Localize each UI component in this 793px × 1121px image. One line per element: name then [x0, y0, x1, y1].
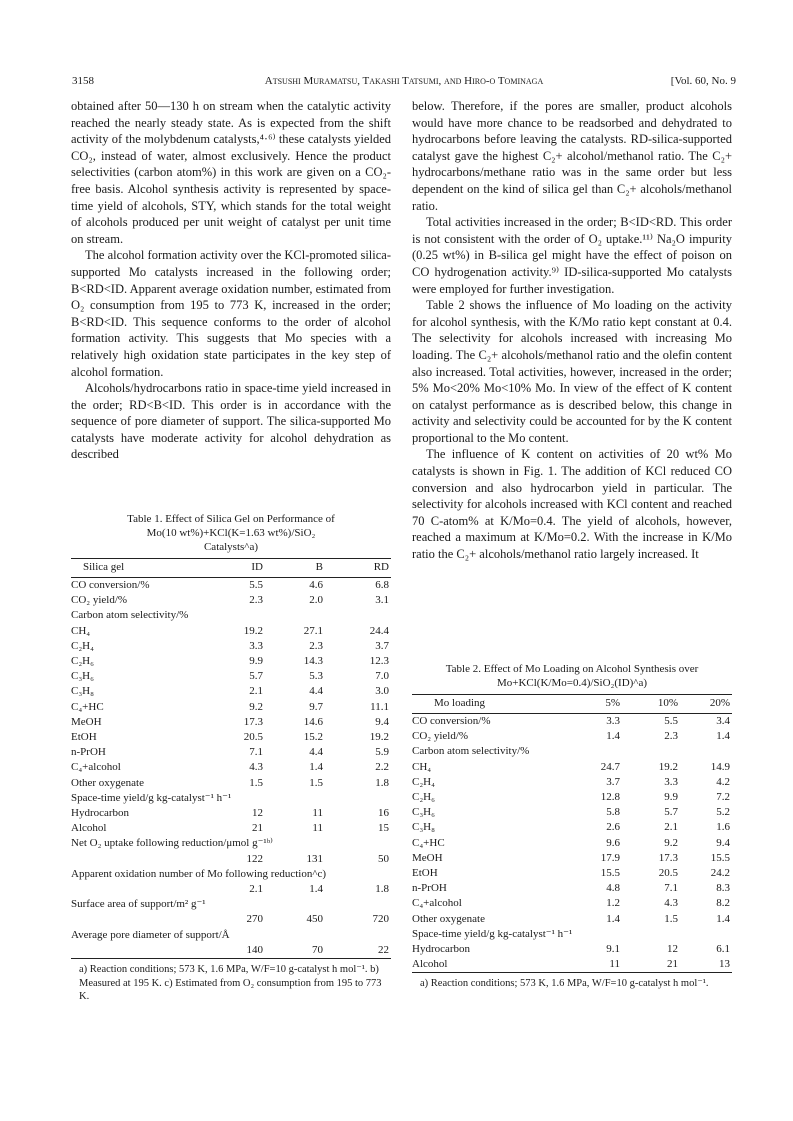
- table-cell: 9.6: [606, 836, 620, 849]
- row-label: C₂H₄: [71, 639, 94, 652]
- row-label: CO conversion/%: [71, 579, 150, 591]
- table-cell: 11: [312, 807, 323, 820]
- table-cell: 450: [306, 913, 323, 926]
- row-label: Alcohol: [71, 822, 107, 835]
- left-column-text: [71, 98, 391, 463]
- caption-line: Catalysts^a): [203, 541, 259, 553]
- table-row: [71, 867, 391, 882]
- table-cell: 9.2: [249, 700, 263, 713]
- table-cell: 1.4: [309, 883, 323, 896]
- row-label: CO₂ yield/%: [412, 730, 469, 743]
- table-cell: 270: [246, 913, 263, 926]
- table-cell: 17.3: [658, 851, 678, 864]
- table-cell: 11.1: [370, 700, 389, 713]
- table-cell: 5.8: [606, 806, 620, 819]
- row-label: [71, 943, 201, 959]
- table-row: [71, 912, 391, 927]
- caption-line: Table 2. Effect of Mo Loading on Alcohol Synthesis over: [445, 663, 699, 675]
- table-cell: 7.1: [249, 746, 263, 759]
- table-cell: 3.3: [606, 715, 620, 727]
- table-cell: 9.9: [664, 791, 678, 804]
- table-row: [412, 881, 732, 896]
- row-label: Hydrocarbon: [71, 807, 130, 820]
- row-label: C₄+HC: [412, 836, 445, 849]
- table-cell: 21: [252, 822, 263, 835]
- table-cell: 20.5: [658, 867, 678, 880]
- table-cell: 4.3: [249, 761, 263, 774]
- table-cell: 1.8: [375, 883, 389, 896]
- row-label: C₃H₆: [71, 670, 94, 683]
- row-label: Average pore diameter of support/Å: [71, 928, 230, 941]
- row-label: EtOH: [412, 867, 438, 880]
- table-cell: 70: [271, 943, 341, 959]
- table-cell: 15.5: [710, 851, 730, 864]
- column-header: Mo loading: [412, 695, 557, 714]
- data-table: [412, 694, 732, 973]
- table-header-row: [71, 559, 391, 578]
- table-cell: 4.4: [309, 685, 323, 698]
- table-cell: 19.2: [369, 731, 389, 744]
- table-row: [71, 806, 391, 821]
- row-label: EtOH: [71, 731, 97, 744]
- table-row: [71, 882, 391, 897]
- table-cell: 4.4: [309, 746, 323, 759]
- row-label: Space-time yield/g kg-catalyst⁻¹ h⁻¹: [412, 927, 573, 940]
- table-cell: 9.4: [716, 836, 730, 849]
- table-cell: 5.7: [249, 670, 263, 683]
- table-cell: 5.5: [664, 715, 678, 727]
- table-row: [412, 942, 732, 957]
- table-cell: 3.1: [375, 594, 389, 607]
- table-row: [71, 593, 391, 608]
- table-row: [71, 852, 391, 867]
- caption-line: Mo(10 wt%)+KCl(K=1.63 wt%)/SiO₂: [146, 527, 316, 539]
- row-label: Net O₂ uptake following reduction/μmol g⁻¹ᵇ⁾: [71, 837, 273, 850]
- table-cell: 3.4: [716, 715, 730, 727]
- table-row: [412, 790, 732, 805]
- table-cell: 8.3: [716, 882, 730, 895]
- table-cell: 11: [312, 822, 323, 835]
- table-row: [71, 730, 391, 745]
- table-cell: 7.1: [664, 882, 678, 895]
- table-cell: 1.4: [606, 730, 620, 743]
- running-header: [72, 74, 736, 88]
- column-header: 5%: [557, 695, 622, 714]
- paragraph: The alcohol formation activity over the KCl-promoted silica-supported Mo catalysts increased in the following order; B<RD<ID. Apparent average oxidation number, estimated from O₂ consumption from 195 to 773 K, increased in the order; B<RD<ID. This sequence conforms to the order of alcohol formation activity. This suggests that Mo species with a relatively high oxidation state participates in the key step of alcohol formation.: [71, 248, 391, 379]
- row-label: C₄+HC: [71, 700, 104, 713]
- table-cell: 9.7: [309, 700, 323, 713]
- table-cell: 1.8: [375, 776, 389, 789]
- table-cell: 24.7: [600, 760, 620, 773]
- row-label: C₃H₆: [412, 806, 435, 819]
- table-cell: 2.0: [309, 594, 323, 607]
- table-row: [71, 776, 391, 791]
- table-1: [71, 512, 391, 1004]
- table-cell: 15.5: [600, 867, 620, 880]
- table-cell: 1.4: [606, 912, 620, 925]
- table-row: [412, 820, 732, 835]
- table-cell: 16: [378, 807, 389, 820]
- table-row: [71, 745, 391, 760]
- row-label: MeOH: [412, 851, 443, 864]
- table-cell: 3.7: [375, 639, 389, 652]
- table-cell: 3.3: [664, 775, 678, 788]
- row-label: C₄+alcohol: [71, 761, 121, 774]
- row-label: CO₂ yield/%: [71, 594, 128, 607]
- row-label: CH₄: [71, 624, 91, 637]
- table-footnote: a) Reaction conditions; 573 K, 1.6 MPa, W/F=10 g-catalyst h mol⁻¹.: [420, 978, 709, 990]
- table-cell: 2.2: [375, 761, 389, 774]
- table-row: [71, 624, 391, 639]
- table-cell: 24.4: [369, 624, 389, 637]
- table-cell: 17.9: [600, 851, 620, 864]
- paragraph: Total activities increased in the order; B<ID<RD. This order is not consistent with the order of O₂ uptake.¹¹⁾ Na₂O impurity (0.25 wt%) in B-silica gel might have the effect of poison on CO hydrogenation activity.⁹⁾ ID-silica-supported Mo catalysts were employed for further investigation.: [412, 215, 732, 296]
- column-header: Silica gel: [71, 559, 201, 578]
- table-row: [71, 928, 391, 943]
- table-cell: 19.2: [243, 624, 263, 637]
- table-cell: 1.4: [716, 730, 730, 743]
- table-cell: 24.2: [710, 867, 730, 880]
- row-label: C₃H₈: [71, 685, 94, 698]
- row-label: C₄+alcohol: [412, 897, 462, 910]
- table-cell: 122: [246, 852, 263, 865]
- row-label: [71, 912, 201, 927]
- table-caption: [412, 662, 732, 690]
- data-table: [71, 558, 391, 959]
- table-cell: 14.3: [303, 655, 323, 668]
- caption-line: Table 1. Effect of Silica Gel on Performance of: [127, 513, 335, 525]
- table-row: [71, 715, 391, 730]
- column-header: 10%: [622, 695, 682, 714]
- table-row: [412, 866, 732, 881]
- table-row: [412, 896, 732, 911]
- table-cell: 1.2: [606, 897, 620, 910]
- table-cell: 9.1: [606, 943, 620, 956]
- table-cell: 4.6: [309, 579, 323, 591]
- row-label: Alcohol: [412, 957, 557, 973]
- table-row: [71, 760, 391, 775]
- table-row: [412, 760, 732, 775]
- column-header: ID: [201, 559, 271, 578]
- row-label: Other oxygenate: [71, 776, 144, 789]
- table-cell: 1.5: [249, 776, 263, 789]
- table-cell: 5.5: [249, 579, 263, 591]
- table-cell: 12.3: [369, 655, 389, 668]
- table-cell: 6.1: [716, 943, 730, 956]
- table-row: [71, 578, 391, 594]
- paragraph: Alcohols/hydrocarbons ratio in space-time yield increased in the order; RD<B<ID. This order is in accordance with the sequence of pore diameter of support. The silica-supported Mo catalysts have moderate activity for alcohol dehydration as described: [71, 381, 391, 462]
- table-cell: 2.3: [249, 594, 263, 607]
- table-row: [412, 714, 732, 730]
- table-cell: 1.5: [309, 776, 323, 789]
- paragraph: The influence of K content on activities of 20 wt% Mo catalysts is shown in Fig. 1. The addition of KCl reduced CO conversion and also hydrocarbon yield in particular. The selectivity for alcohols increased with KCl content and reached 70 C-atom% at K/Mo=0.4. The yield of alcohols, however, reached a maximum at K/Mo=0.2. With the increase in K/Mo ratio the C₂+ alcohols/methanol ratio largely increased. It: [412, 447, 732, 562]
- table-row: [412, 775, 732, 790]
- table-cell: 1.5: [664, 912, 678, 925]
- row-label: n-PrOH: [71, 746, 106, 759]
- table-row: [412, 851, 732, 866]
- paragraph: Table 2 shows the influence of Mo loading on the activity for alcohol synthesis, with the K/Mo ratio kept constant at 0.4. The selectivity for alcohols increased with increasing Mo loading. The C₂+ alcohols/methanol ratio and the olefin content also increased. Total activities, however, increased in the order; 5% Mo<20% Mo<10% Mo. In view of the effect of K content on catalyst performance as is described below, this change in activity and selectivity could be accounted for by the K content proportional to the Mo content.: [412, 298, 732, 445]
- table-cell: 11: [557, 957, 622, 973]
- table-cell: 15.2: [303, 731, 323, 744]
- table-cell: 3.7: [606, 775, 620, 788]
- table-row: [71, 669, 391, 684]
- table-row: [412, 729, 732, 744]
- table-cell: 3.3: [249, 639, 263, 652]
- caption-line: Mo+KCl(K/Mo=0.4)/SiO₂(ID)^a): [496, 677, 648, 689]
- row-label: n-PrOH: [412, 882, 447, 895]
- table-row: [71, 943, 391, 959]
- table-cell: 6.8: [375, 579, 389, 591]
- table-row: [412, 957, 732, 973]
- table-cell: 14.6: [303, 715, 323, 728]
- table-cell: 14.9: [710, 760, 730, 773]
- row-label: Space-time yield/g kg-catalyst⁻¹ h⁻¹: [71, 791, 232, 804]
- row-label: Carbon atom selectivity/%: [71, 609, 189, 622]
- table-cell: 21: [622, 957, 682, 973]
- table-row: [71, 700, 391, 715]
- table-cell: 3.0: [375, 685, 389, 698]
- table-cell: 7.0: [375, 670, 389, 683]
- table-cell: 4.2: [716, 775, 730, 788]
- row-label: [71, 852, 201, 867]
- table-footnote: a) Reaction conditions; 573 K, 1.6 MPa, W/F=10 g-catalyst h mol⁻¹. b) Measured at 195 K. c) Estimated from O₂ consumption from 195 to 773 K.: [79, 964, 382, 1003]
- table-cell: 15: [378, 822, 389, 835]
- paragraph: below. Therefore, if the pores are smaller, product alcohols would have more chance to be readsorbed and dehydrated to hydrocarbons before leaving the catalysts. RD-silica-supported catalyst gave the highest C₂+ alcohol/methanol ratio. The C₂+ hydrocarbons/methane ratio was in the same order but less dependent on the kind of silica gel than C₂+ alcohols/methanol ratio.: [412, 99, 732, 213]
- row-label: C₂H₆: [412, 791, 435, 804]
- row-label: C₂H₄: [412, 775, 435, 788]
- paragraph: obtained after 50—130 h on stream when the catalytic activity reached the nearly steady state. As is expected from the shift activity of the molybdenum catalysts,⁴·⁶⁾ these catalysts yielded CO₂, instead of water, almost exclusively. Hence the product selectivities (carbon atom%) in this work are given on a CO₂-free basis. Alcohol synthesis activity is represented by space-time yield of alcohols, STY, which stands for the total weight of alcohols produced per unit weight of catalyst per unit time on stream.: [71, 99, 391, 246]
- table-cell: 2.1: [249, 685, 263, 698]
- row-label: CH₄: [412, 760, 432, 773]
- row-label: C₂H₆: [71, 655, 94, 668]
- table-cell: 2.6: [606, 821, 620, 834]
- table-cell: 12: [252, 807, 263, 820]
- table-row: [412, 927, 732, 942]
- table-row: [412, 805, 732, 820]
- volume-info: [Vol. 60, No. 9: [670, 75, 736, 87]
- table-cell: 131: [306, 852, 323, 865]
- table-cell: 1.4: [309, 761, 323, 774]
- table-cell: 27.1: [303, 624, 323, 637]
- table-2: [412, 662, 732, 991]
- table-row: [412, 836, 732, 851]
- table-cell: 2.3: [664, 730, 678, 743]
- page-number: 3158: [72, 75, 94, 87]
- table-row: [71, 791, 391, 806]
- column-header: 20%: [682, 695, 732, 714]
- table-cell: 20.5: [243, 731, 263, 744]
- row-label: MeOH: [71, 715, 102, 728]
- table-cell: 9.4: [375, 715, 389, 728]
- table-cell: 22: [341, 943, 391, 959]
- table-cell: 4.3: [664, 897, 678, 910]
- row-label: C₃H₈: [412, 821, 435, 834]
- author-line: Atsushi Muramatsu, Takashi Tatsumi, and Hiro-o Tominaga: [264, 75, 544, 87]
- table-cell: 7.2: [716, 791, 730, 804]
- table-cell: 9.9: [249, 655, 263, 668]
- row-label: CO conversion/%: [412, 715, 491, 727]
- table-row: [71, 836, 391, 851]
- row-label: Hydrocarbon: [412, 943, 471, 956]
- table-cell: 13: [682, 957, 732, 973]
- table-cell: 720: [372, 913, 389, 926]
- table-row: [71, 821, 391, 836]
- right-column-text: [412, 98, 732, 563]
- table-cell: 17.3: [243, 715, 263, 728]
- table-cell: 2.1: [249, 883, 263, 896]
- table-row: [412, 744, 732, 759]
- table-cell: 9.2: [664, 836, 678, 849]
- table-cell: 12.8: [600, 791, 620, 804]
- row-label: Other oxygenate: [412, 912, 485, 925]
- table-cell: 12: [667, 943, 678, 956]
- row-label: Carbon atom selectivity/%: [412, 745, 530, 758]
- table-cell: 2.1: [664, 821, 678, 834]
- table-row: [71, 608, 391, 623]
- row-label: Surface area of support/m² g⁻¹: [71, 898, 206, 911]
- column-header: RD: [341, 559, 391, 578]
- table-caption: [71, 512, 391, 554]
- table-cell: 5.9: [375, 746, 389, 759]
- table-cell: 1.4: [716, 912, 730, 925]
- column-header: B: [271, 559, 341, 578]
- table-row: [71, 654, 391, 669]
- row-label: [71, 882, 201, 897]
- table-cell: 8.2: [716, 897, 730, 910]
- table-row: [71, 897, 391, 912]
- table-row: [71, 639, 391, 654]
- table-cell: 5.3: [309, 670, 323, 683]
- table-cell: 1.6: [716, 821, 730, 834]
- table-cell: 140: [201, 943, 271, 959]
- table-row: [71, 684, 391, 699]
- table-row: [412, 912, 732, 927]
- table-cell: 19.2: [658, 760, 678, 773]
- table-cell: 5.2: [716, 806, 730, 819]
- table-cell: 2.3: [309, 639, 323, 652]
- row-label: Apparent oxidation number of Mo following reduction^c): [71, 867, 327, 880]
- table-cell: 50: [378, 852, 389, 865]
- table-cell: 4.8: [606, 882, 620, 895]
- table-cell: 5.7: [664, 806, 678, 819]
- table-header-row: [412, 695, 732, 714]
